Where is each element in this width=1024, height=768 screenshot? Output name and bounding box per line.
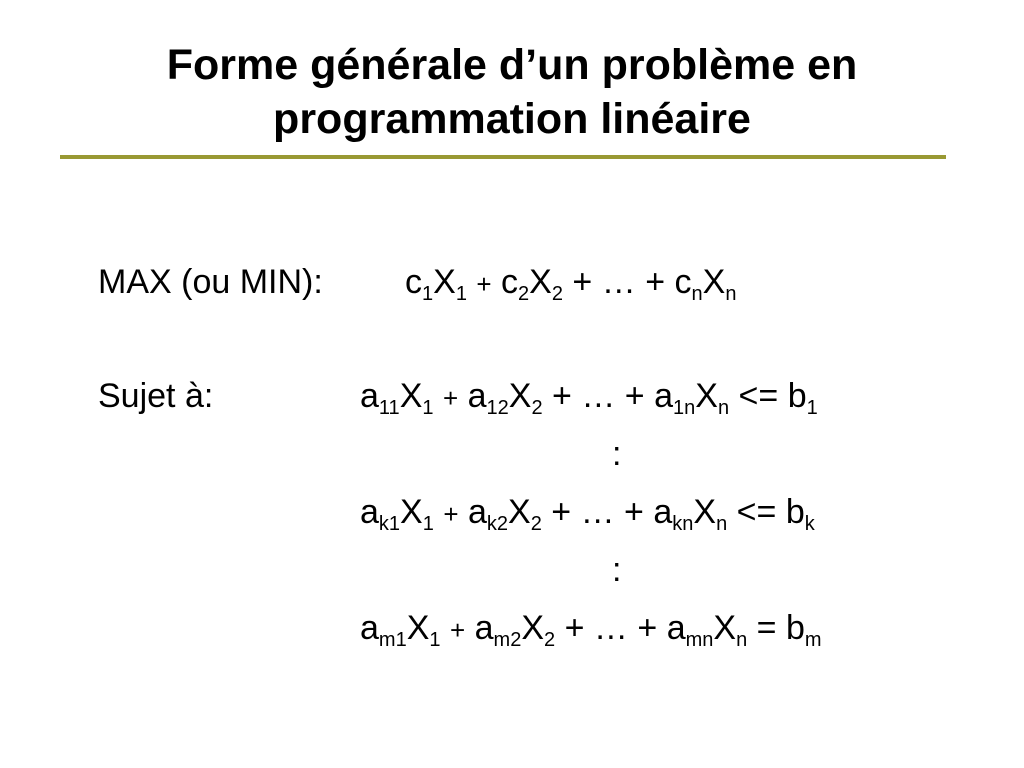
objective-var-2: $X_2$ bbox=[529, 263, 563, 305]
objective-coef-n: $c_n$ bbox=[674, 263, 703, 305]
constraint-op-m: = bbox=[756, 609, 777, 647]
objective-var-1: $X_1$ bbox=[433, 263, 467, 305]
constraint-op-1: <= bbox=[738, 377, 779, 415]
constraints-label: Sujet à: bbox=[98, 377, 214, 415]
objective-plus-2: + bbox=[572, 263, 593, 301]
objective-var-n: $X_n$ bbox=[702, 263, 737, 305]
objective-coef-1: $c_1$ bbox=[405, 263, 434, 305]
slide-title bbox=[60, 38, 964, 146]
title-underline bbox=[60, 155, 946, 159]
constraint-row-1: $a_{11}X_1 + a_{12}X_2$ + … + $a_{1n}X_n <= b_1$ bbox=[360, 377, 818, 419]
title-line-1: Forme générale d’un problème en bbox=[166, 41, 858, 89]
vertical-ellipsis-2: : bbox=[612, 551, 622, 589]
objective-function bbox=[405, 262, 736, 304]
title-line-2: programmation linéaire bbox=[273, 95, 751, 143]
constraint-row-k: $a_{k1}X_1 + a_{k2}X_2$ + … + $a_{kn}X_n <= b_k$ bbox=[360, 493, 815, 535]
objective-label: MAX (ou MIN): bbox=[98, 263, 323, 301]
constraint-row-m: $a_{m1}X_1 + a_{m2}X_2$ + … + $a_{mn}X_n = b_m$ bbox=[360, 609, 822, 651]
objective-ellipsis: … bbox=[601, 263, 636, 301]
objective-plus-1: + bbox=[476, 269, 492, 299]
vertical-ellipsis-1: : bbox=[612, 435, 622, 473]
objective-plus-3: + bbox=[645, 263, 666, 301]
constraint-op-k: <= bbox=[736, 493, 777, 531]
objective-coef-2: $c_2$ bbox=[501, 263, 530, 305]
